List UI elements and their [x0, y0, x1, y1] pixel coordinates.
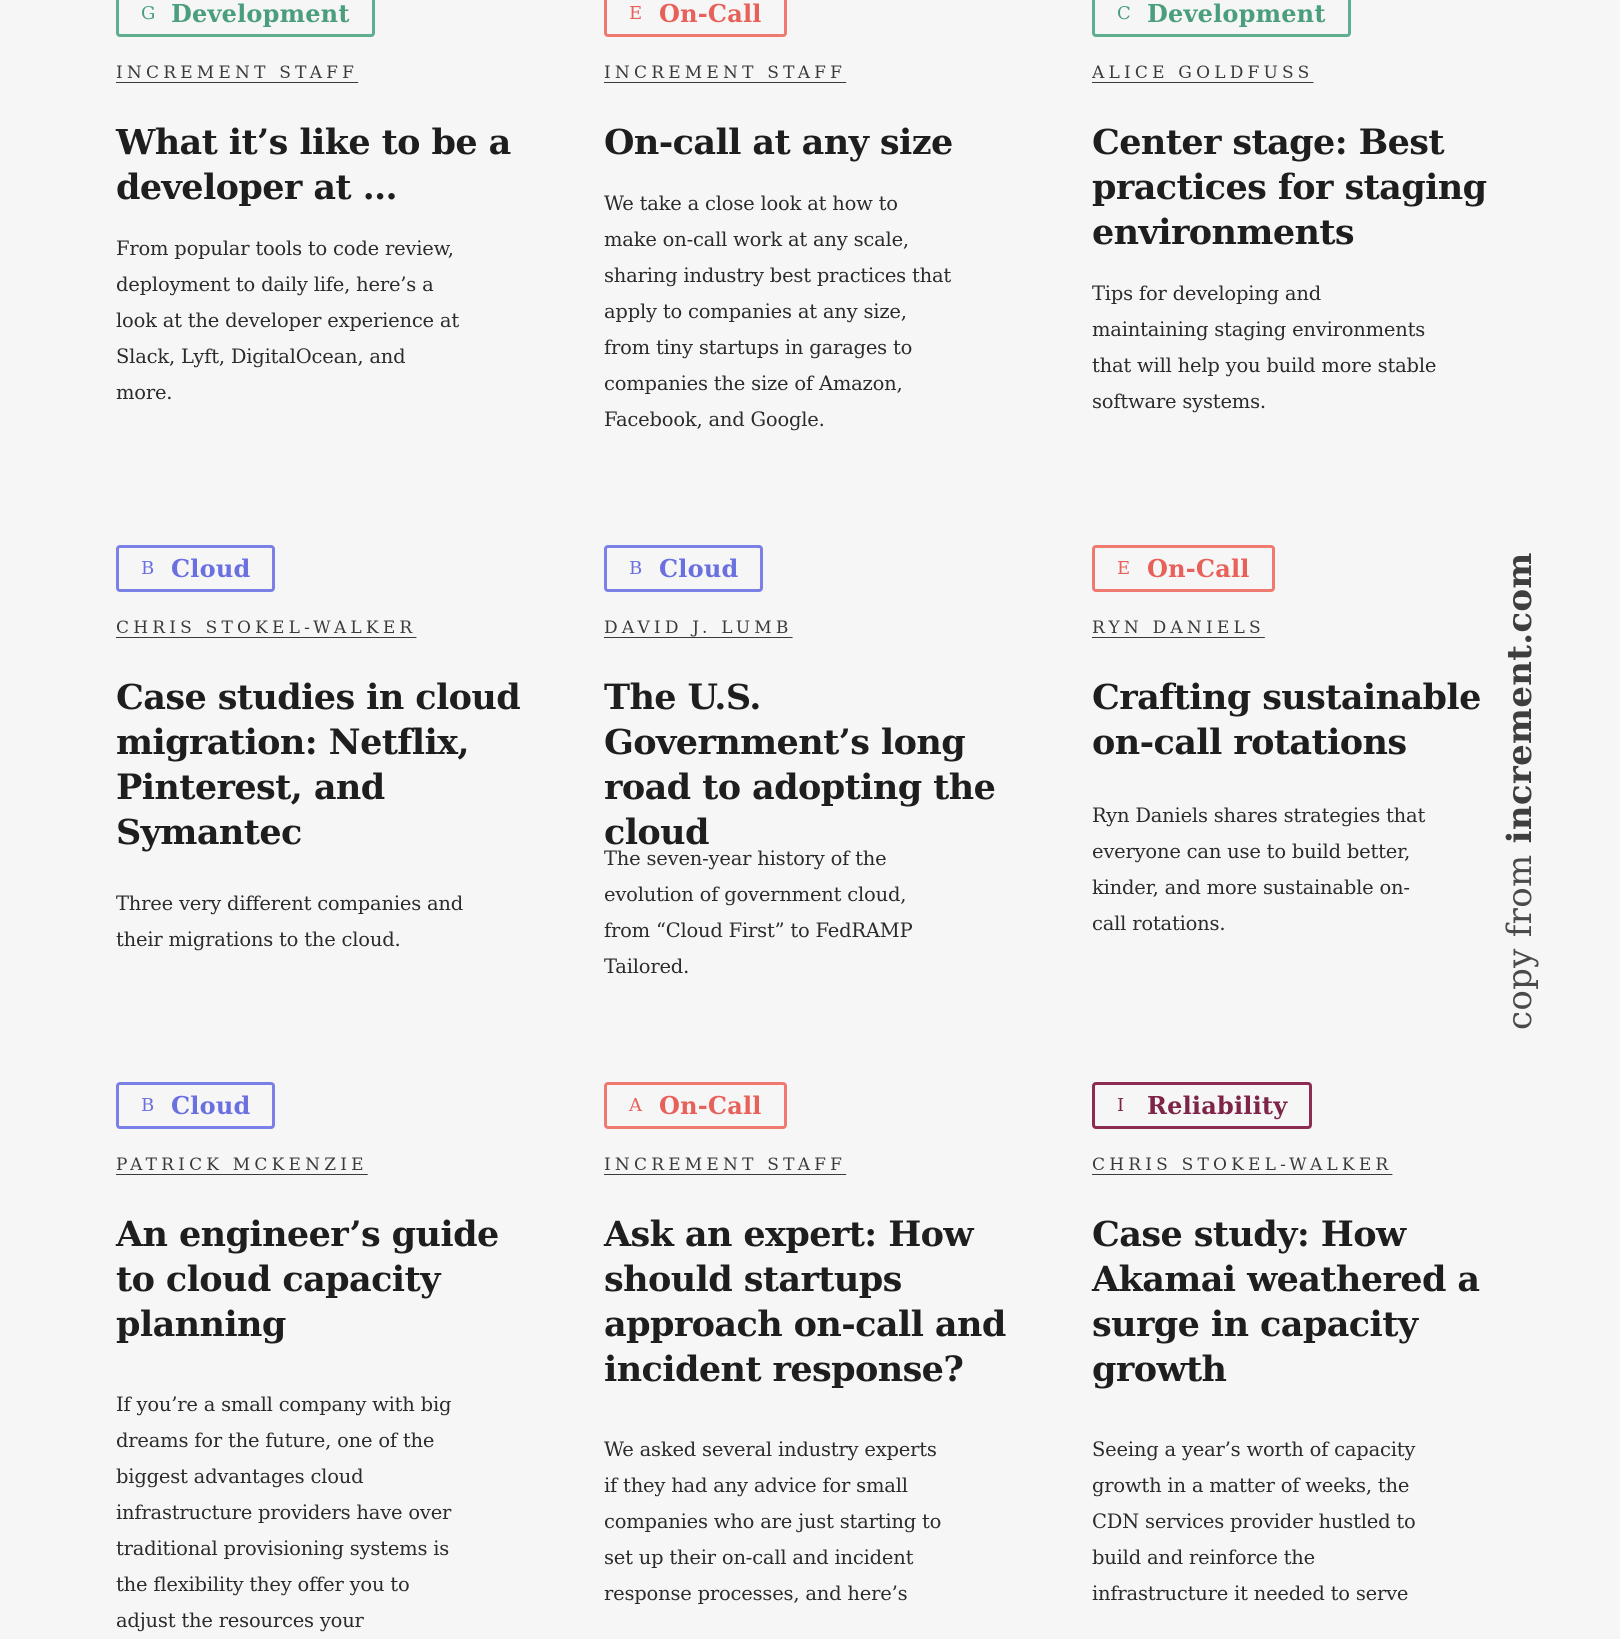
tag-label: Development	[171, 0, 350, 28]
topic-tag-development[interactable]	[116, 0, 375, 37]
topic-tag-on-call[interactable]	[604, 0, 787, 37]
topic-tag-on-call[interactable]	[1092, 545, 1275, 592]
topic-tag-cloud[interactable]	[604, 545, 763, 592]
author-link[interactable]: INCREMENT STAFF	[116, 63, 359, 83]
source-credit-prefix: copy from	[1500, 843, 1540, 1030]
author-link[interactable]: INCREMENT STAFF	[604, 63, 847, 83]
article-title[interactable]: On-call at any size	[604, 122, 953, 163]
topic-tag-development[interactable]	[1092, 0, 1351, 37]
article-title[interactable]: An engineer’s guide to cloud capacity planning	[116, 1214, 499, 1345]
source-credit-domain: increment.com	[1500, 552, 1540, 844]
tag-label: Cloud	[171, 1091, 251, 1120]
article-title[interactable]: Ask an expert: How should startups approach on-call and incident response?	[604, 1214, 1006, 1390]
author-link[interactable]: CHRIS STOKEL-WALKER	[1092, 1155, 1393, 1175]
article-title[interactable]: Crafting sustainable on-call rotations	[1092, 677, 1481, 763]
tag-letter: A	[629, 1095, 642, 1116]
article-description: If you’re a small company with big dreams for the future, one of the biggest advantages cloud infrastructure providers have over traditional provisioning systems is the flexibility they offer you to adjust the resources your	[116, 1393, 452, 1632]
tag-label: On-Call	[1147, 554, 1250, 583]
topic-tag-cloud[interactable]	[116, 1082, 275, 1129]
tag-label: Reliability	[1147, 1091, 1288, 1120]
article-description: Seeing a year’s worth of capacity growth in a matter of weeks, the CDN services provider hustled to build and reinforce the infrastructure it needed to serve	[1092, 1438, 1416, 1605]
author-link[interactable]: PATRICK MCKENZIE	[116, 1155, 368, 1175]
article-description: The seven-year history of the evolution of government cloud, from “Cloud First” to FedRAMP Tailored.	[604, 847, 913, 978]
article-title[interactable]: Center stage: Best practices for staging environments	[1092, 122, 1487, 253]
tag-letter: G	[141, 3, 156, 24]
article-title[interactable]: Case studies in cloud migration: Netflix, Pinterest, and Symantec	[116, 677, 521, 853]
topic-tag-reliability[interactable]	[1092, 1082, 1312, 1129]
article-description: Three very different companies and their migrations to the cloud.	[116, 892, 464, 951]
tag-letter: B	[629, 558, 643, 579]
author-link[interactable]: CHRIS STOKEL-WALKER	[116, 618, 417, 638]
tag-letter: C	[1117, 3, 1131, 24]
article-description: From popular tools to code review, deployment to daily life, here’s a look at the developer experience at Slack, Lyft, DigitalOcean, and more.	[116, 237, 459, 404]
tag-label: Cloud	[171, 554, 251, 583]
tag-letter: E	[629, 3, 643, 24]
tag-letter: B	[141, 558, 155, 579]
tag-label: On-Call	[659, 0, 762, 28]
source-credit[interactable]	[1500, 552, 1540, 1030]
article-description: We take a close look at how to make on-call work at any scale, sharing industry best practices that apply to companies at any size, from tiny startups in garages to companies the size of Amazon, Facebook, and Google.	[604, 192, 952, 431]
article-title[interactable]: Case study: How Akamai weathered a surge in capacity growth	[1092, 1214, 1480, 1390]
tag-label: Cloud	[659, 554, 739, 583]
article-description: Ryn Daniels shares strategies that everyone can use to build better, kinder, and more sustainable on-call rotations.	[1092, 804, 1426, 935]
author-link[interactable]: RYN DANIELS	[1092, 618, 1265, 638]
author-link[interactable]: DAVID J. LUMB	[604, 618, 793, 638]
article-description: We asked several industry experts if they had any advice for small companies who are just starting to set up their on-call and incident response processes, and here’s	[604, 1438, 942, 1605]
tag-letter: E	[1117, 558, 1131, 579]
tag-letter: I	[1117, 1095, 1125, 1116]
tag-letter: B	[141, 1095, 155, 1116]
author-link[interactable]: INCREMENT STAFF	[604, 1155, 847, 1175]
author-link[interactable]: ALICE GOLDFUSS	[1092, 63, 1314, 83]
topic-tag-on-call[interactable]	[604, 1082, 787, 1129]
article-title[interactable]: What it’s like to be a developer at …	[116, 122, 511, 208]
topic-tag-cloud[interactable]	[116, 545, 275, 592]
article-description: Tips for developing and maintaining staging environments that will help you build more stable software systems.	[1092, 282, 1437, 413]
tag-label: Development	[1147, 0, 1326, 28]
article-title[interactable]: The U.S. Government’s long road to adopting the cloud	[604, 677, 996, 853]
tag-label: On-Call	[659, 1091, 762, 1120]
